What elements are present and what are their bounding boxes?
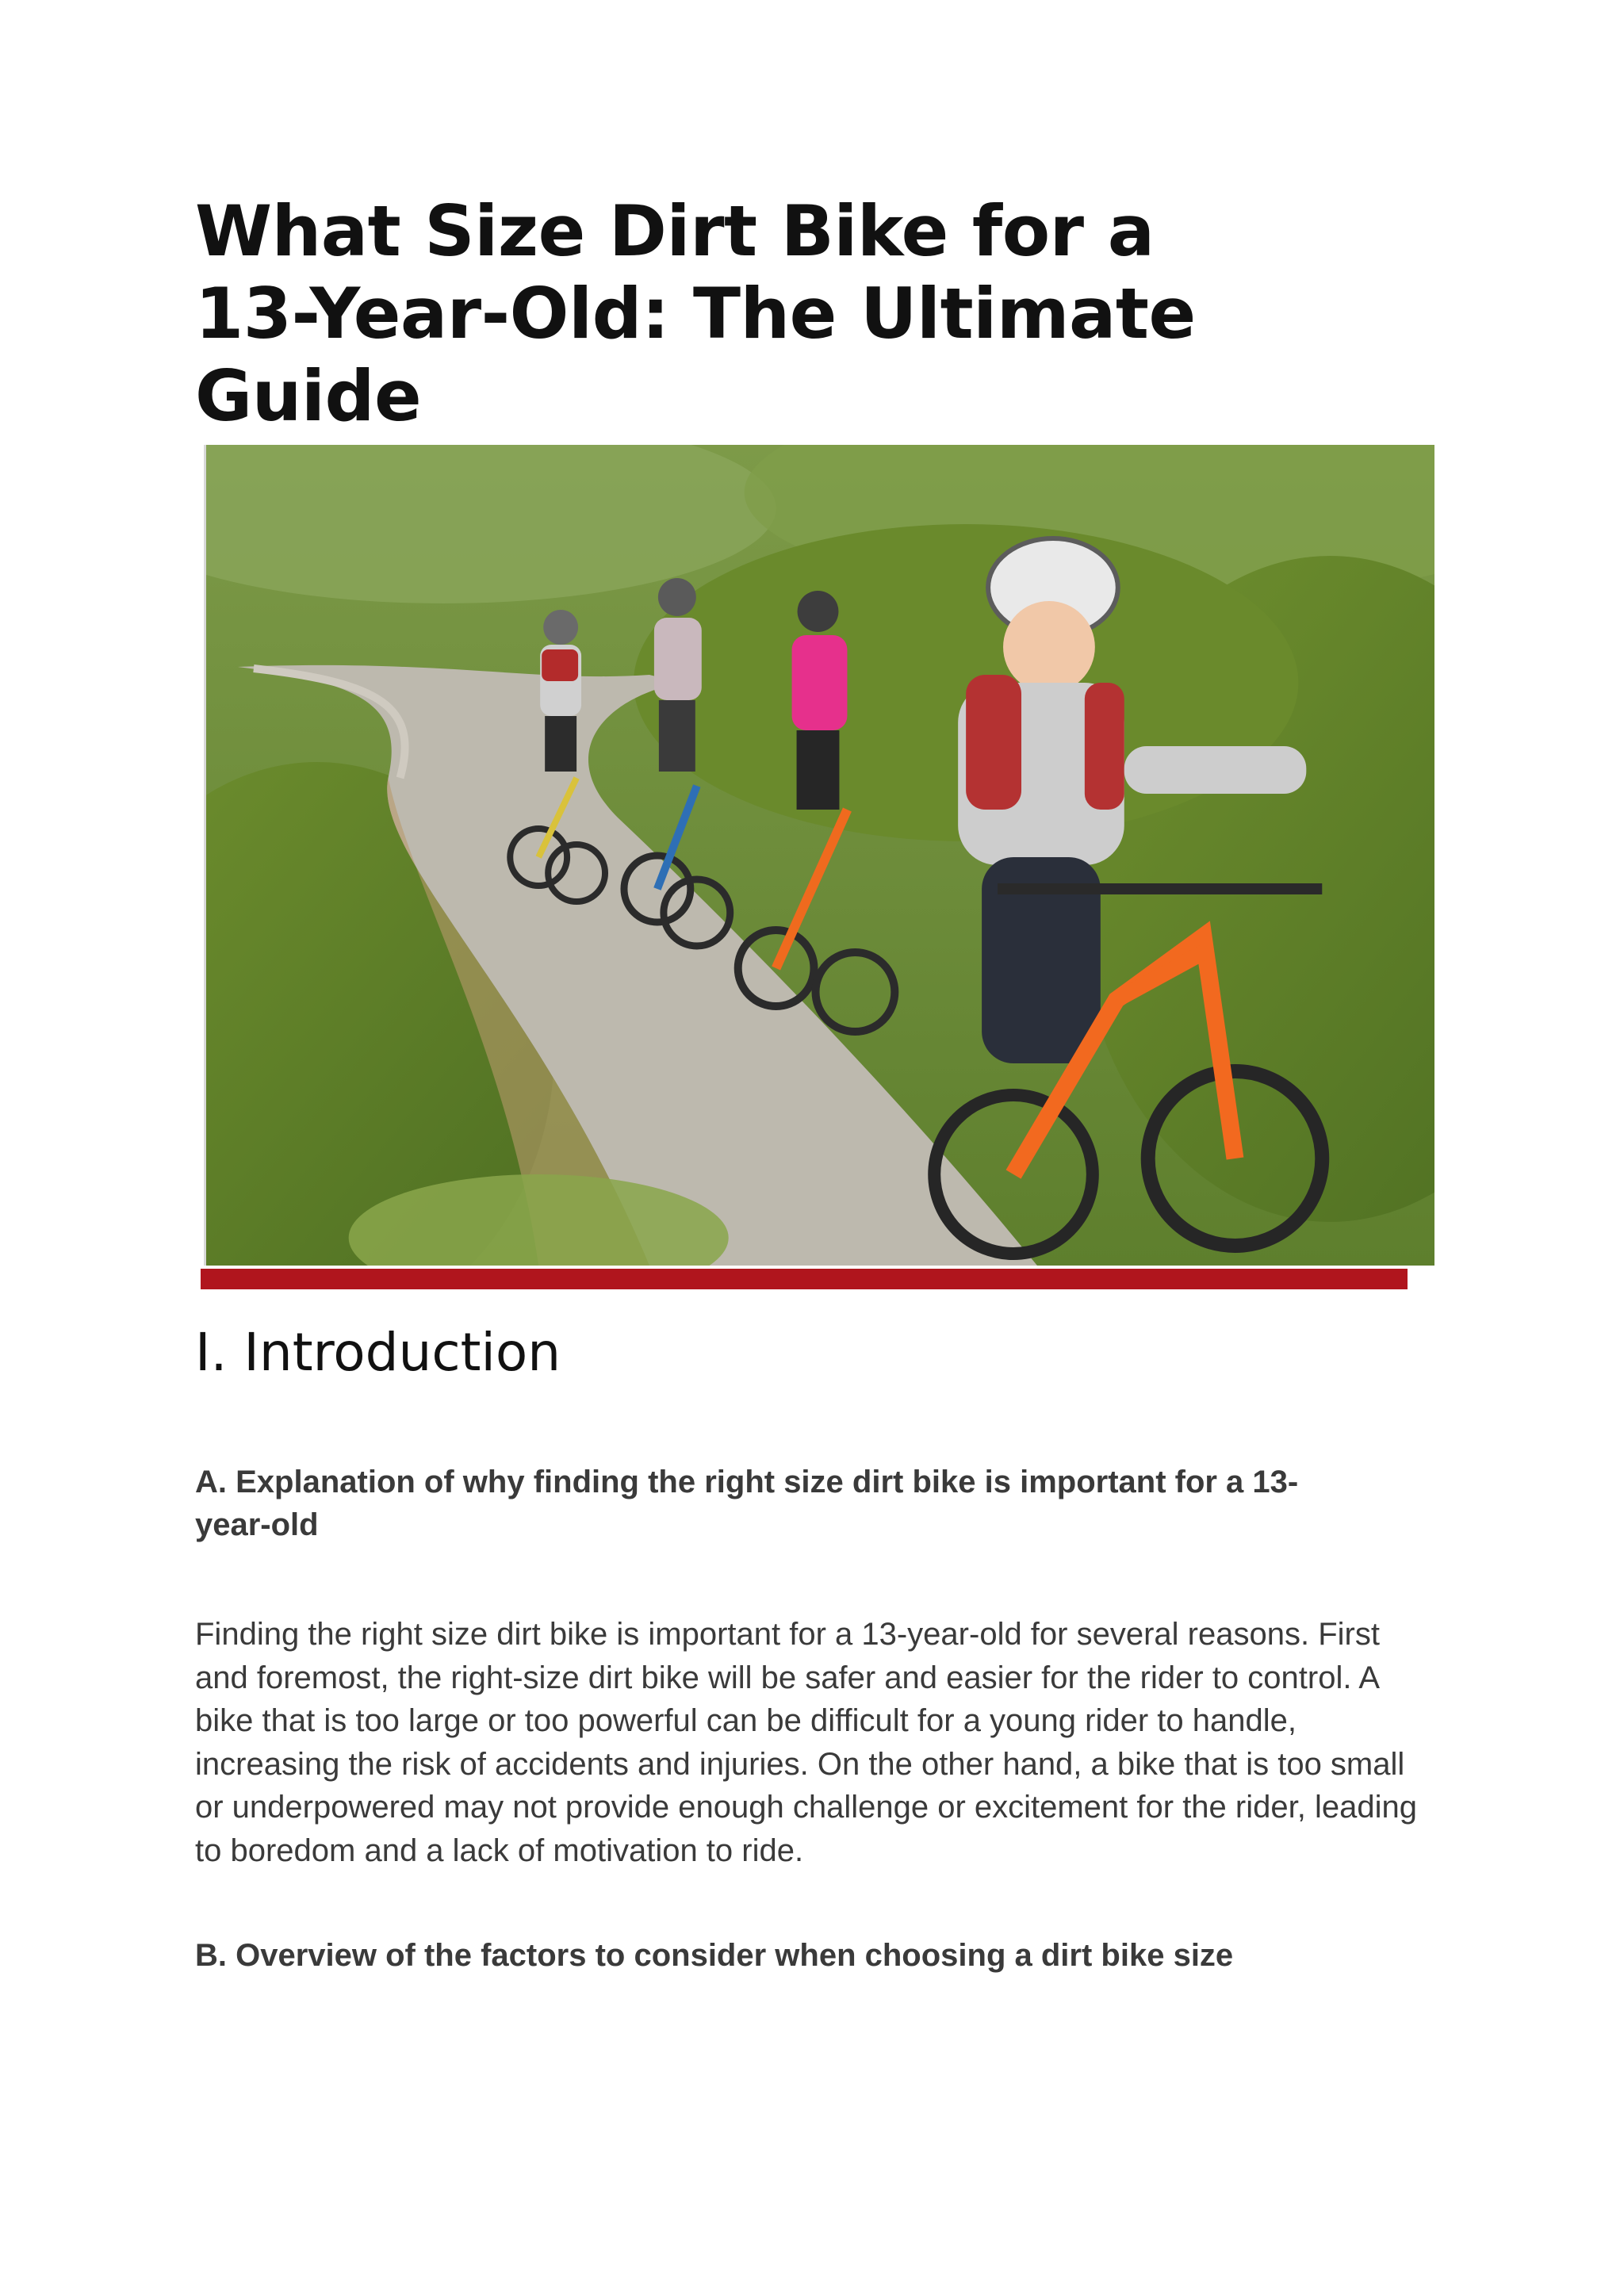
article-title bbox=[195, 190, 1432, 438]
section-heading-introduction: I. Introduction bbox=[195, 1322, 561, 1383]
article-title-line-2: 13-Year-Old: The Ultimate Guide bbox=[195, 273, 1196, 437]
subsection-heading-b: B. Overview of the factors to consider when choosing a dirt bike size bbox=[195, 1938, 1234, 1973]
hero-accent-bar bbox=[201, 1269, 1408, 1289]
hero-image-illustration bbox=[206, 445, 1434, 1266]
article-title-line-1: What Size Dirt Bike for a bbox=[195, 190, 1155, 272]
paragraph-intro: Finding the right size dirt bike is important for a 13-year-old for several reasons. First and foremost, the right-size dirt bike will be safer and easier for the rider to control. A bike that is too large or too powerful can be difficult for a young rider to handle, increasing the risk of accidents and injuries. On the other hand, a bike that is too small or underpowered may not provide enough challenge or excitement for the rider, leading to boredom and a lack of motivation to ride. bbox=[195, 1617, 1417, 1868]
hero-image bbox=[204, 445, 1434, 1266]
subsection-heading-a: A. Explanation of why finding the right size dirt bike is important for a 13-year-old bbox=[195, 1465, 1299, 1542]
